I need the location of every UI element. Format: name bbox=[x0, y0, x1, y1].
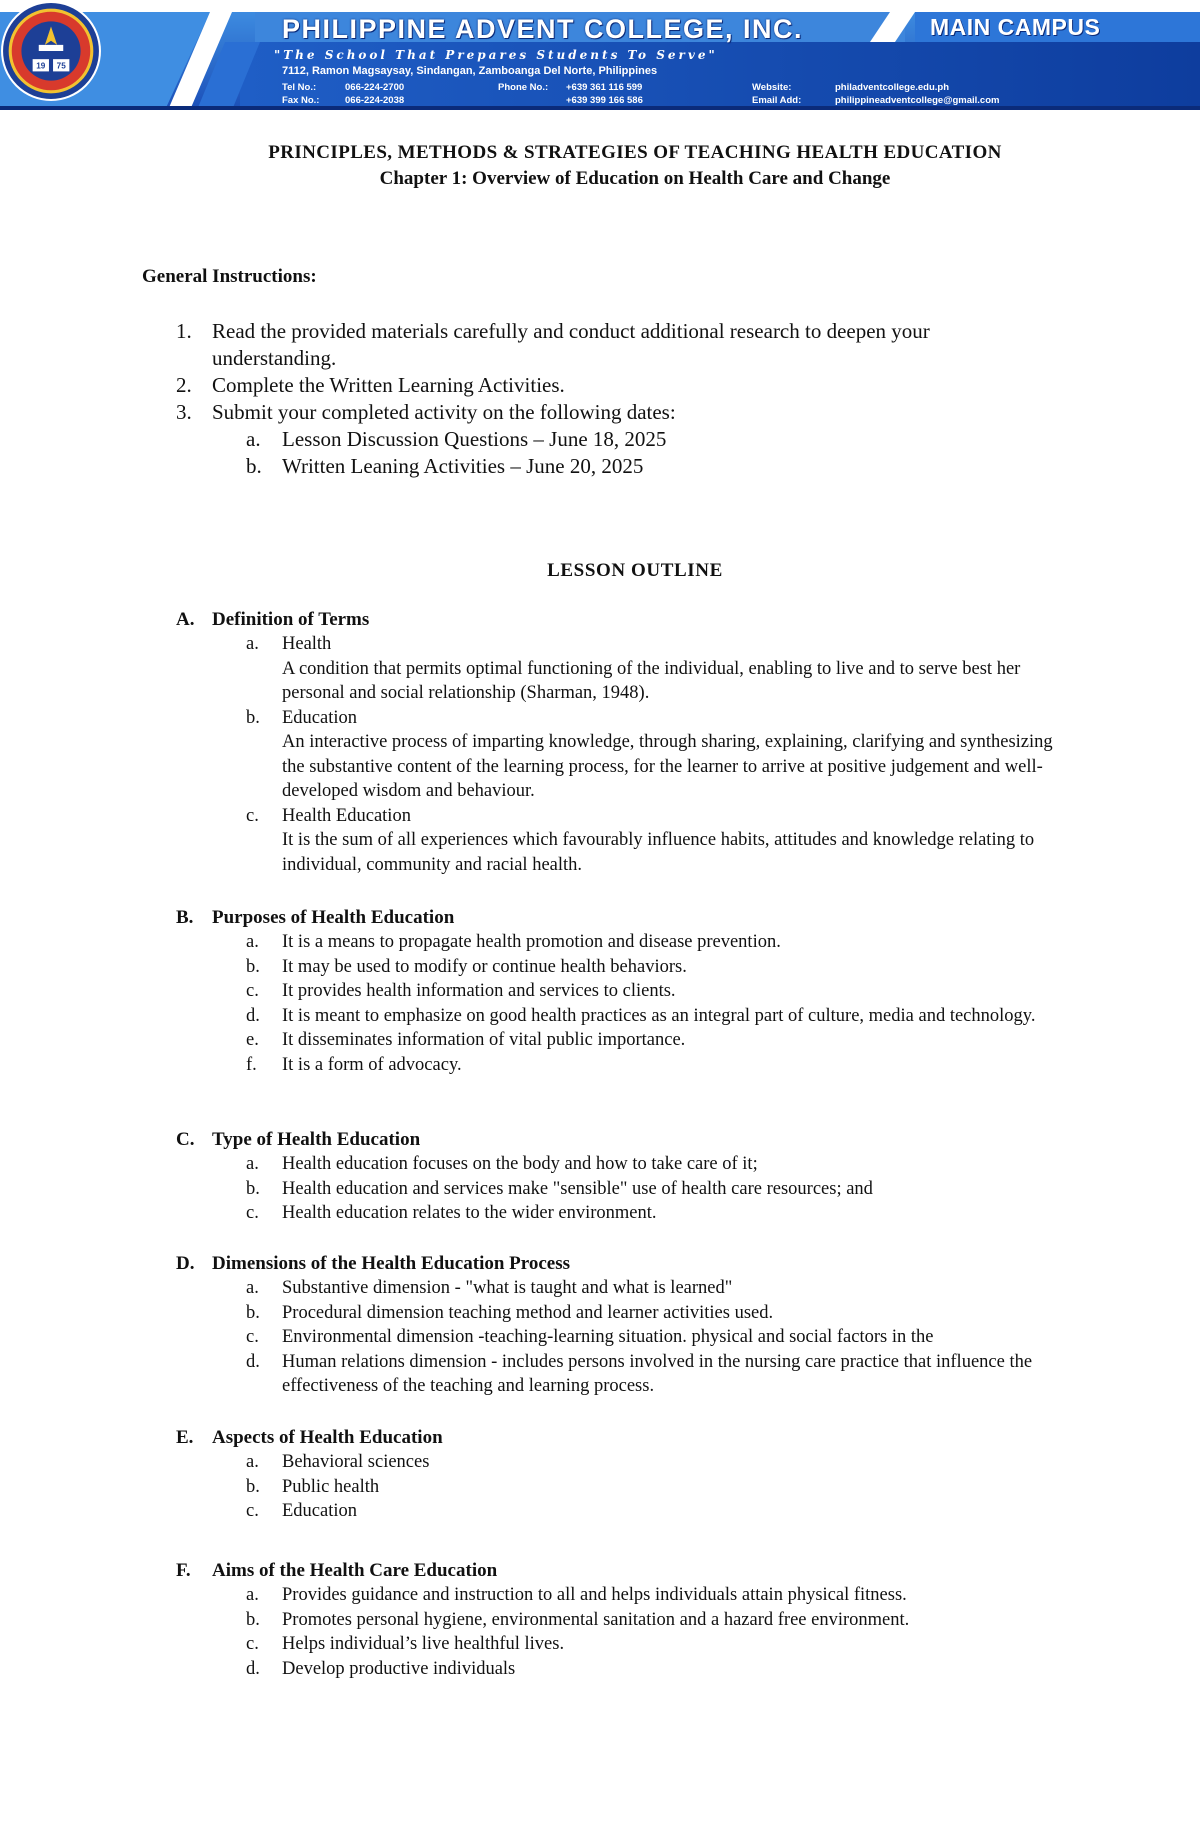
list-item bbox=[176, 632, 1076, 706]
item-definition: It is the sum of all experiences which favourably influence habits, attitudes and knowledge relating to individual, community and racial health. bbox=[282, 830, 1035, 875]
tel-label: Tel No.: bbox=[282, 82, 317, 93]
item-text: Develop productive individuals bbox=[282, 1658, 516, 1679]
instruction-item bbox=[148, 399, 1048, 480]
item-text: Environmental dimension -teaching-learning situation. physical and social factors in the bbox=[282, 1327, 934, 1347]
item-letter: c. bbox=[246, 805, 259, 826]
list-item bbox=[176, 1657, 1076, 1682]
chapter-subtitle: Chapter 1: Overview of Education on Health Care and Change bbox=[379, 168, 891, 189]
item-text: It is a means to propagate health promotion and disease prevention. bbox=[282, 932, 781, 952]
list-item bbox=[176, 1301, 1076, 1326]
phone-value-1: +639 361 116 599 bbox=[566, 82, 643, 93]
item-letter: f. bbox=[246, 1054, 257, 1075]
item-text: Provides guidance and instruction to all and helps individuals attain physical fitness. bbox=[282, 1585, 907, 1605]
item-letter: e. bbox=[246, 1030, 259, 1050]
section-heading bbox=[176, 906, 1076, 930]
item-letter: d. bbox=[246, 1005, 260, 1026]
item-letter: c. bbox=[246, 1634, 259, 1654]
section-letter: A. bbox=[176, 609, 195, 630]
date-item bbox=[212, 426, 1048, 453]
list-item bbox=[176, 1004, 1076, 1029]
list-item bbox=[176, 1608, 1076, 1633]
list-item bbox=[176, 1053, 1076, 1078]
section-letter: B. bbox=[176, 907, 194, 928]
logo-year-right: 75 bbox=[56, 61, 66, 71]
header-banner bbox=[0, 0, 1200, 112]
item-letter: d. bbox=[246, 1351, 260, 1372]
item-text: Health education focuses on the body and how to take care of it; bbox=[282, 1154, 758, 1174]
date-text: Lesson Discussion Questions – June 18, 2025 bbox=[282, 427, 667, 451]
list-item bbox=[176, 1152, 1076, 1177]
outline-section bbox=[176, 1559, 1076, 1681]
item-text: Public health bbox=[282, 1476, 380, 1497]
college-name: PHILIPPINE ADVENT COLLEGE, INC. bbox=[282, 14, 804, 44]
item-text: Education bbox=[282, 1501, 358, 1521]
college-address: 7112, Ramon Magsaysay, Sindangan, Zamboanga Del Norte, Philippines bbox=[282, 65, 658, 77]
list-item bbox=[176, 1632, 1076, 1657]
fax-value: 066-224-2038 bbox=[345, 95, 405, 106]
outline-section bbox=[176, 1252, 1076, 1399]
list-item bbox=[176, 1201, 1076, 1226]
list-item bbox=[176, 1583, 1076, 1608]
section-title: Type of Health Education bbox=[212, 1129, 421, 1150]
item-text: Human relations dimension - includes persons involved in the nursing care practice that influence the effectiveness of the teaching and learning process. bbox=[282, 1351, 1033, 1396]
item-text: It is meant to emphasize on good health practices as an integral part of culture, media and technology. bbox=[282, 1005, 1036, 1026]
instruction-text: Read the provided materials carefully and conduct additional research to deepen your understanding. bbox=[212, 319, 930, 370]
section-letter: D. bbox=[176, 1253, 195, 1274]
item-letter: b. bbox=[246, 956, 260, 977]
instruction-number: 2. bbox=[176, 373, 192, 397]
campus-label: MAIN CAMPUS bbox=[930, 14, 1101, 40]
item-letter: c. bbox=[246, 1327, 259, 1347]
section-title: Aims of the Health Care Education bbox=[212, 1560, 498, 1581]
list-item bbox=[176, 1450, 1076, 1475]
item-letter: a. bbox=[246, 1154, 259, 1174]
lesson-outline-heading: LESSON OUTLINE bbox=[547, 560, 723, 581]
item-letter: a. bbox=[246, 932, 259, 952]
email-label: Email Add: bbox=[752, 95, 802, 106]
instructions-list bbox=[148, 318, 1048, 480]
section-letter: E. bbox=[176, 1427, 194, 1448]
item-text: It is a form of advocacy. bbox=[282, 1054, 462, 1075]
outline-section bbox=[176, 1128, 1076, 1226]
list-item bbox=[176, 1350, 1076, 1399]
section-title: Purposes of Health Education bbox=[212, 907, 455, 928]
item-text: Substantive dimension - "what is taught and what is learned" bbox=[282, 1278, 733, 1298]
list-item bbox=[176, 1475, 1076, 1500]
instruction-number: 3. bbox=[176, 400, 192, 424]
email-value[interactable]: philippineadventcollege@gmail.com bbox=[835, 95, 1000, 106]
date-text: Written Leaning Activities – June 20, 2025 bbox=[282, 454, 644, 478]
item-letter: b. bbox=[246, 1609, 260, 1630]
section-heading bbox=[176, 1128, 1076, 1152]
item-definition: A condition that permits optimal functioning of the individual, enabling to live and to serve best her personal and social relationship (Sharman, 1948). bbox=[282, 658, 1021, 703]
instruction-text: Complete the Written Learning Activities. bbox=[212, 373, 565, 397]
item-text: It disseminates information of vital public importance. bbox=[282, 1030, 686, 1050]
section-heading bbox=[176, 1559, 1076, 1583]
section-letter: C. bbox=[176, 1129, 195, 1150]
list-item bbox=[176, 804, 1076, 878]
item-letter: b. bbox=[246, 1302, 260, 1323]
item-letter: b. bbox=[246, 1476, 260, 1497]
item-letter: a. bbox=[246, 1452, 259, 1472]
website-value[interactable]: philadventcollege.edu.ph bbox=[835, 82, 950, 93]
list-item bbox=[176, 930, 1076, 955]
college-motto: "The School That Prepares Students To Serve" bbox=[274, 48, 718, 62]
section-heading bbox=[176, 608, 1076, 632]
item-text: Health bbox=[282, 634, 332, 654]
section-heading bbox=[176, 1252, 1076, 1276]
outline-section bbox=[176, 1426, 1076, 1524]
tel-value: 066-224-2700 bbox=[345, 82, 405, 93]
logo-year-left: 19 bbox=[36, 61, 46, 71]
item-text: Procedural dimension teaching method and learner activities used. bbox=[282, 1302, 774, 1323]
item-letter: d. bbox=[246, 1658, 260, 1679]
list-item bbox=[176, 955, 1076, 980]
instruction-item bbox=[148, 372, 1048, 399]
section-title: Dimensions of the Health Education Process bbox=[212, 1253, 571, 1274]
phone-label: Phone No.: bbox=[498, 82, 549, 93]
item-letter: a. bbox=[246, 1278, 259, 1298]
item-text: It provides health information and services to clients. bbox=[282, 981, 676, 1001]
item-text: Health Education bbox=[282, 805, 411, 826]
item-letter: c. bbox=[246, 1203, 259, 1223]
section-title: Definition of Terms bbox=[212, 609, 370, 630]
instruction-number: 1. bbox=[176, 319, 192, 343]
website-label: Website: bbox=[752, 82, 792, 93]
item-text: Helps individual’s live healthful lives. bbox=[282, 1634, 565, 1654]
list-item bbox=[176, 1325, 1076, 1350]
item-letter: a. bbox=[246, 634, 259, 654]
section-heading bbox=[176, 1426, 1076, 1450]
list-item bbox=[176, 1276, 1076, 1301]
date-letter: b. bbox=[246, 454, 262, 478]
instruction-item bbox=[148, 318, 1048, 372]
fax-label: Fax No.: bbox=[282, 95, 320, 106]
item-text: Education bbox=[282, 707, 358, 728]
item-text: Behavioral sciences bbox=[282, 1452, 430, 1472]
outline-section bbox=[176, 608, 1076, 877]
list-item bbox=[176, 706, 1076, 804]
item-letter: b. bbox=[246, 707, 260, 728]
date-item bbox=[212, 453, 1048, 480]
item-letter: b. bbox=[246, 1178, 260, 1199]
instruction-text: Submit your completed activity on the following dates: bbox=[212, 400, 676, 424]
list-item bbox=[176, 979, 1076, 1004]
section-title: Aspects of Health Education bbox=[212, 1427, 443, 1448]
date-letter: a. bbox=[246, 427, 261, 451]
item-text: Promotes personal hygiene, environmental sanitation and a hazard free environment. bbox=[282, 1609, 910, 1630]
document-title: PRINCIPLES, METHODS & STRATEGIES OF TEACHING HEALTH EDUCATION bbox=[268, 142, 1002, 163]
list-item bbox=[176, 1499, 1076, 1524]
general-instructions-heading: General Instructions: bbox=[142, 266, 317, 287]
section-letter: F. bbox=[176, 1560, 191, 1581]
phone-value-2: +639 399 166 586 bbox=[566, 95, 643, 106]
college-seal-logo bbox=[0, 0, 102, 102]
item-definition: An interactive process of imparting knowledge, through sharing, explaining, clarifying and synthesizing the substantive content of the learning process, for the learner to arrive at positive judgement and well-developed wisdom and behaviour. bbox=[282, 732, 1053, 801]
item-text: Health education relates to the wider environment. bbox=[282, 1203, 657, 1223]
item-letter: c. bbox=[246, 981, 259, 1001]
item-text: It may be used to modify or continue health behaviors. bbox=[282, 956, 687, 977]
list-item bbox=[176, 1177, 1076, 1202]
item-letter: c. bbox=[246, 1501, 259, 1521]
item-letter: a. bbox=[246, 1585, 259, 1605]
outline-section bbox=[176, 906, 1076, 1077]
item-text: Health education and services make "sensible" use of health care resources; and bbox=[282, 1178, 873, 1199]
list-item bbox=[176, 1028, 1076, 1053]
